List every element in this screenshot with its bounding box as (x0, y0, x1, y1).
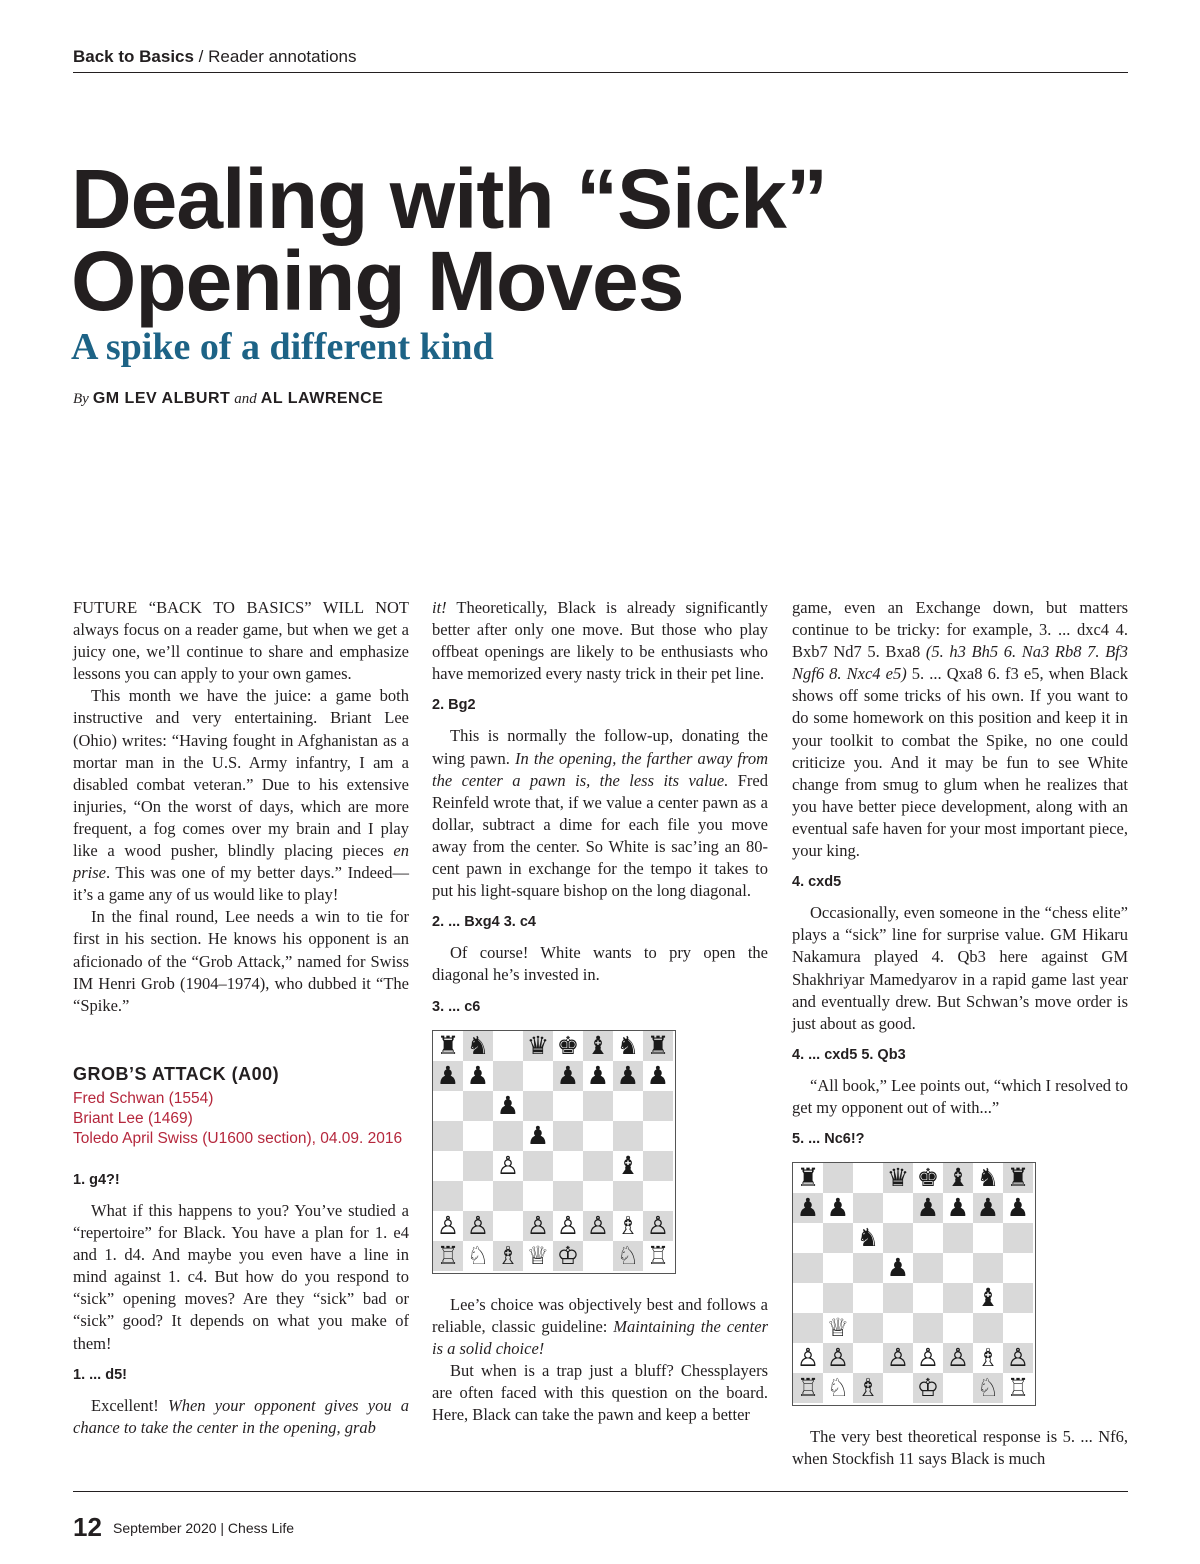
chess-piece-square: ♝ (973, 1283, 1003, 1313)
body-paragraph: “All book,” Lee points out, “which I resolved to get my opponent out of with...” (792, 1075, 1129, 1117)
chess-square (523, 1091, 553, 1121)
game-black-player: Briant Lee (1469) (73, 1109, 193, 1127)
column-2 (432, 597, 768, 1426)
chess-piece-square: ♟ (613, 1061, 643, 1091)
chess-piece-square: ♝ (943, 1163, 973, 1193)
chess-piece-square: ♙ (523, 1211, 553, 1241)
section-name: Back to Basics (73, 47, 194, 66)
chess-square (523, 1061, 553, 1091)
chess-piece-square: ♘ (973, 1373, 1003, 1403)
chess-piece-square: ♚ (553, 1031, 583, 1061)
chess-piece-square: ♟ (943, 1193, 973, 1223)
chess-square (523, 1181, 553, 1211)
chess-piece-square: ♜ (1003, 1163, 1033, 1193)
chess-square (583, 1091, 613, 1121)
chess-piece-square: ♙ (823, 1343, 853, 1373)
chess-square (913, 1253, 943, 1283)
chess-square (1003, 1253, 1033, 1283)
footer-issue: September 2020 | Chess Life (113, 1520, 295, 1536)
running-header (73, 47, 1128, 73)
chess-piece-square: ♞ (613, 1031, 643, 1061)
chess-square (643, 1181, 673, 1211)
chess-square (553, 1091, 583, 1121)
chess-square (583, 1241, 613, 1271)
body-paragraph: What if this happens to you? You’ve studied a “repertoire” for Black. You have a plan for 1. e4 and 1. d4. And maybe you even have a line in mind against 1. c4. But how do you respond to “sick” opening moves? Are they “sick” bad or “sick” good? It depends on what you make of them! (73, 1200, 409, 1353)
chess-piece-square: ♙ (553, 1211, 583, 1241)
chess-piece-square: ♛ (883, 1163, 913, 1193)
chess-piece-square: ♙ (1003, 1343, 1033, 1373)
chess-piece-square: ♟ (643, 1061, 673, 1091)
chess-piece-square: ♕ (823, 1313, 853, 1343)
body-paragraph: game, even an Exchange down, but matters continue to be tricky: for example, 3. ... dxc4 4. Bxb7 Nd7 5. Bxa8 (5. h3 Bh5 6. Na3 Rb8 7. Bf3 Ngf6 8. Nxc4 e5) 5. ... Qxa8 6. f3 e5, when Black shows off some tricks of his own. If you want to do some homework on this position and keep it in your toolkit to combat the Spike, no one could criticize you. And it may be fun to see White change from smug to glum when he realizes that you have better piece development, along with an eventual safe haven for your most important piece, your king. (792, 598, 1129, 861)
footer-rule (73, 1491, 1128, 1492)
chess-piece-square: ♗ (613, 1211, 643, 1241)
chess-square (553, 1151, 583, 1181)
chess-square (913, 1223, 943, 1253)
chess-square (823, 1253, 853, 1283)
chess-piece-square: ♙ (943, 1343, 973, 1373)
chess-square (583, 1151, 613, 1181)
chess-square (883, 1313, 913, 1343)
chess-square (883, 1283, 913, 1313)
chess-square (433, 1181, 463, 1211)
move-heading: 1. ... d5! (73, 1366, 127, 1383)
body-paragraph: The very best theoretical response is 5. ... Nf6, when Stockfish 11 says Black is much (792, 1427, 1128, 1469)
chess-piece-square: ♗ (853, 1373, 883, 1403)
move-heading: 1. g4?! (73, 1171, 120, 1188)
chess-piece-square: ♙ (643, 1211, 673, 1241)
chess-square (493, 1061, 523, 1091)
move-heading: 3. ... c6 (432, 998, 481, 1015)
game-title: GROB’S ATTACK (A00) (73, 1063, 280, 1084)
chess-square (613, 1091, 643, 1121)
chess-square (643, 1121, 673, 1151)
chess-diagram (432, 1030, 676, 1274)
chess-piece-square: ♔ (553, 1241, 583, 1271)
move-heading: 4. ... cxd5 5. Qb3 (792, 1046, 906, 1063)
chess-piece-square: ♟ (973, 1193, 1003, 1223)
byline-and: and (234, 391, 257, 407)
chess-piece-square: ♟ (1003, 1193, 1033, 1223)
chess-piece-square: ♙ (913, 1343, 943, 1373)
chess-square (853, 1313, 883, 1343)
chess-piece-square: ♖ (793, 1373, 823, 1403)
body-paragraph: This month we have the juice: a game both instructive and very entertaining. Briant Lee (Ohio) writes: “Having fought in Afghanistan as a mortar man in the U.S. Army infantry, I am a disabled combat veteran.” Due to his extensive injuries, “On the worst of days, which are more frequent, a fog comes over my brain and I play like a wood pusher, blindly placing pieces en prise. This was one of my better days.” Indeed—it’s a game any of us would like to play! (73, 686, 409, 905)
chess-piece-square: ♖ (433, 1241, 463, 1271)
chess-piece-square: ♘ (463, 1241, 493, 1271)
chess-square (613, 1121, 643, 1151)
chess-square (553, 1121, 583, 1151)
chess-piece-square: ♙ (493, 1151, 523, 1181)
column-1 (73, 597, 409, 1439)
page-number: 12 (73, 1512, 102, 1542)
move-heading: 2. Bg2 (432, 697, 476, 714)
chess-square (1003, 1313, 1033, 1343)
chess-square (793, 1253, 823, 1283)
body-paragraph: Occasionally, even someone in the “chess elite” plays a “sick” line for surprise value. GM Hikaru Nakamura played 4. Qb3 here against GM Shakhriyar Mamedyarov in a rapid game last year and eventually drew. But Schwan’s move order is just about as good. (792, 903, 1128, 1033)
chess-square (583, 1181, 613, 1211)
chess-square (463, 1121, 493, 1151)
move-heading: 2. ... Bxg4 3. c4 (432, 914, 536, 931)
chess-square (943, 1283, 973, 1313)
body-paragraph: In the final round, Lee needs a win to tie for first in his section. He knows his opponent is an aficionado of the “Grob Attack,” named for Swiss IM Henri Grob (1904–1974), who dubbed it “The “Spike.” (73, 907, 409, 1015)
byline-by: By (73, 391, 89, 407)
chess-square (853, 1253, 883, 1283)
chess-piece-square: ♟ (493, 1091, 523, 1121)
chess-piece-square: ♟ (793, 1193, 823, 1223)
chess-piece-square: ♘ (823, 1373, 853, 1403)
body-paragraph: Excellent! When your opponent gives you a chance to take the center in the opening, grab (73, 1395, 409, 1437)
author-1: GM LEV ALBURT (92, 390, 231, 407)
chess-square (493, 1211, 523, 1241)
subsection-name: Reader annotations (208, 47, 357, 66)
chess-piece-square: ♘ (613, 1241, 643, 1271)
chess-piece-square: ♔ (913, 1373, 943, 1403)
chess-piece-square: ♟ (553, 1061, 583, 1091)
chess-piece-square: ♙ (463, 1211, 493, 1241)
chess-piece-square: ♗ (493, 1241, 523, 1271)
chess-square (1003, 1223, 1033, 1253)
chess-square (853, 1163, 883, 1193)
chess-square (823, 1283, 853, 1313)
chess-square (943, 1223, 973, 1253)
chess-square (943, 1313, 973, 1343)
chess-square (553, 1181, 583, 1211)
chess-piece-square: ♛ (523, 1031, 553, 1061)
chess-square (943, 1373, 973, 1403)
move-heading: 5. ... Nc6!? (792, 1131, 865, 1148)
chess-piece-square: ♙ (793, 1343, 823, 1373)
chess-piece-square: ♕ (523, 1241, 553, 1271)
chess-square (883, 1373, 913, 1403)
chess-piece-square: ♙ (883, 1343, 913, 1373)
chess-square (853, 1283, 883, 1313)
body-paragraph: Lee’s choice was objectively best and follows a reliable, classic guideline: Maintaining the center is a solid choice! (432, 1294, 769, 1358)
chess-piece-square: ♜ (793, 1163, 823, 1193)
chess-square (433, 1151, 463, 1181)
chess-square (793, 1313, 823, 1343)
chess-square (853, 1343, 883, 1373)
header-separator: / (193, 47, 209, 66)
chess-piece-square: ♙ (583, 1211, 613, 1241)
chess-piece-square: ♝ (613, 1151, 643, 1181)
chess-square (463, 1181, 493, 1211)
chess-square (463, 1091, 493, 1121)
article-subtitle: A spike of a different kind (71, 326, 494, 368)
chess-square (643, 1151, 673, 1181)
chess-piece-square: ♟ (523, 1121, 553, 1151)
chess-piece-square: ♜ (433, 1031, 463, 1061)
chess-piece-square: ♟ (583, 1061, 613, 1091)
chess-square (583, 1121, 613, 1151)
chess-piece-square: ♟ (913, 1193, 943, 1223)
chess-square (973, 1223, 1003, 1253)
chess-piece-square: ♟ (823, 1193, 853, 1223)
chess-square (1003, 1283, 1033, 1313)
chess-square (823, 1223, 853, 1253)
chess-square (793, 1283, 823, 1313)
chess-piece-square: ♝ (583, 1031, 613, 1061)
chess-square (823, 1163, 853, 1193)
chess-square (493, 1121, 523, 1151)
body-paragraph: Of course! White wants to pry open the diagonal he’s invested in. (432, 943, 768, 985)
chess-square (913, 1313, 943, 1343)
game-event: Toledo April Swiss (U1600 section), 04.09. 2016 (73, 1129, 403, 1147)
chess-piece-square: ♗ (973, 1343, 1003, 1373)
body-paragraph: But when is a trap just a bluff? Chessplayers are often faced with this question on the board. Here, Black can take the pawn and keep a better (432, 1360, 768, 1425)
article-title: Dealing with “Sick” Opening Moves (71, 152, 827, 328)
chess-square (853, 1193, 883, 1223)
chess-square (883, 1193, 913, 1223)
chess-piece-square: ♜ (643, 1031, 673, 1061)
chess-square (463, 1151, 493, 1181)
column-3 (792, 597, 1128, 1470)
chess-square (613, 1181, 643, 1211)
game-white-player: Fred Schwan (1554) (73, 1089, 214, 1107)
chess-square (793, 1223, 823, 1253)
chess-square (643, 1091, 673, 1121)
body-paragraph: it! Theoretically, Black is already significantly better after only one move. But those who play offbeat openings are likely to be enthusiasts who have memorized every nasty trick in their pet line. (432, 598, 768, 684)
chess-piece-square: ♚ (913, 1163, 943, 1193)
move-heading: 4. cxd5 (792, 874, 842, 891)
chess-piece-square: ♖ (643, 1241, 673, 1271)
chess-square (943, 1253, 973, 1283)
chess-piece-square: ♞ (853, 1223, 883, 1253)
byline (73, 390, 383, 408)
chess-piece-square: ♞ (463, 1031, 493, 1061)
chess-diagram (792, 1162, 1036, 1406)
chess-square (913, 1283, 943, 1313)
chess-piece-square: ♞ (973, 1163, 1003, 1193)
chess-square (973, 1313, 1003, 1343)
author-2: AL LAWRENCE (260, 390, 384, 407)
chess-piece-square: ♟ (883, 1253, 913, 1283)
chess-piece-square: ♟ (463, 1061, 493, 1091)
chess-square (973, 1253, 1003, 1283)
chess-piece-square: ♖ (1003, 1373, 1033, 1403)
chess-piece-square: ♙ (433, 1211, 463, 1241)
intro-paragraph: FUTURE “BACK TO BASICS” WILL NOT always focus on a reader game, but when we get a juicy one, we’ll continue to share and emphasize lessons you can apply to your own games. (73, 598, 409, 684)
chess-square (883, 1223, 913, 1253)
chess-square (493, 1031, 523, 1061)
chess-square (433, 1121, 463, 1151)
chess-piece-square: ♟ (433, 1061, 463, 1091)
chess-square (523, 1151, 553, 1181)
chess-square (433, 1091, 463, 1121)
body-paragraph: This is normally the follow-up, donating the wing pawn. In the opening, the farther away from the center a pawn is, the less its value. Fred Reinfeld wrote that, if we value a center pawn as a dollar, subtract a dime for each file you move away from the center. So White is sac’ing an 80-cent pawn in exchange for the tempo it takes to put his light-square bishop on the long diagonal. (432, 726, 769, 901)
chess-square (493, 1181, 523, 1211)
